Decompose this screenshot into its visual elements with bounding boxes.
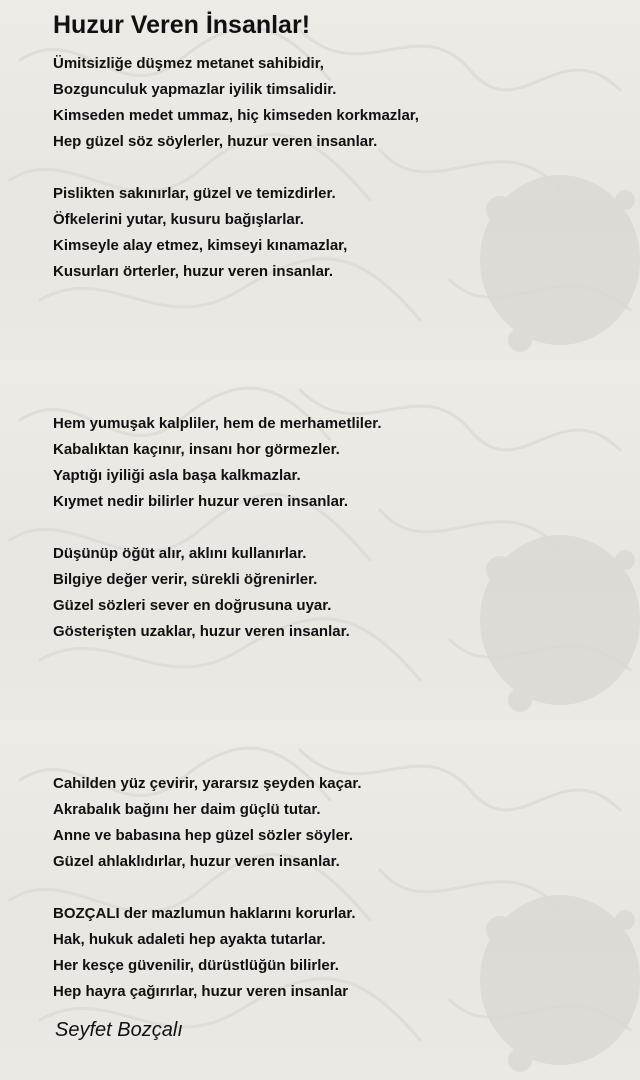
- poem-line: Hak, hukuk adaleti hep ayakta tutarlar.: [53, 931, 326, 948]
- poem-line: Hem yumuşak kalpliler, hem de merhametliler.: [53, 415, 382, 432]
- poem-line: Hep güzel söz söylerler, huzur veren insanlar.: [53, 133, 378, 150]
- poem-line: Kıymet nedir bilirler huzur veren insanlar.: [53, 493, 349, 510]
- poem-line: Hep hayra çağırırlar, huzur veren insanlar: [53, 983, 349, 1000]
- poem-line: Güzel ahlaklıdırlar, huzur veren insanlar.: [53, 853, 340, 870]
- poem-line: Gösterişten uzaklar, huzur veren insanlar.: [53, 623, 350, 640]
- poem-line: BOZÇALI der mazlumun haklarını korurlar.: [53, 905, 356, 922]
- poem-line: Her kesçe güvenilir, dürüstlüğün bilirler.: [53, 957, 339, 974]
- poem-line: Anne ve babasına hep güzel sözler söyler.: [53, 827, 354, 844]
- poem-line: Kusurları örterler, huzur veren insanlar.: [53, 263, 334, 280]
- poem-line: Bozgunculuk yapmazlar iyilik timsalidir.: [53, 81, 337, 98]
- poem-line: Ümitsizliğe düşmez metanet sahibidir,: [53, 55, 324, 72]
- poem-author: Seyfet Bozçalı: [55, 1019, 183, 1041]
- poem-title: Huzur Veren İnsanlar!: [53, 11, 311, 39]
- poem-line: Kabalıktan kaçınır, insanı hor görmezler.: [53, 441, 340, 458]
- poem-stanza: [53, 51, 613, 155]
- poem-stanza: [53, 901, 613, 1005]
- poem-line: Yaptığı iyiliği asla başa kalkmazlar.: [53, 467, 301, 484]
- poem-line: Düşünüp öğüt alır, aklını kullanırlar.: [53, 545, 307, 562]
- poem-line: Pislikten sakınırlar, güzel ve temizdirler.: [53, 185, 336, 202]
- poem-line: Akrabalık bağını her daim güçlü tutar.: [53, 801, 321, 818]
- poem-line: Kimseyle alay etmez, kimseyi kınamazlar,: [53, 237, 348, 254]
- poem-line: Güzel sözleri sever en doğrusuna uyar.: [53, 597, 332, 614]
- poem-stanza: [53, 771, 613, 875]
- poem-stanza: [53, 411, 613, 515]
- poem-line: Öfkelerini yutar, kusuru bağışlarlar.: [53, 211, 304, 228]
- poem-stanza: [53, 181, 613, 285]
- poem-line: Kimseden medet ummaz, hiç kimseden korkmazlar,: [53, 107, 419, 124]
- poem-stanza: [53, 541, 613, 645]
- poem-line: Bilgiye değer verir, sürekli öğrenirler.: [53, 571, 318, 588]
- poem-line: Cahilden yüz çevirir, yararsız şeyden kaçar.: [53, 775, 362, 792]
